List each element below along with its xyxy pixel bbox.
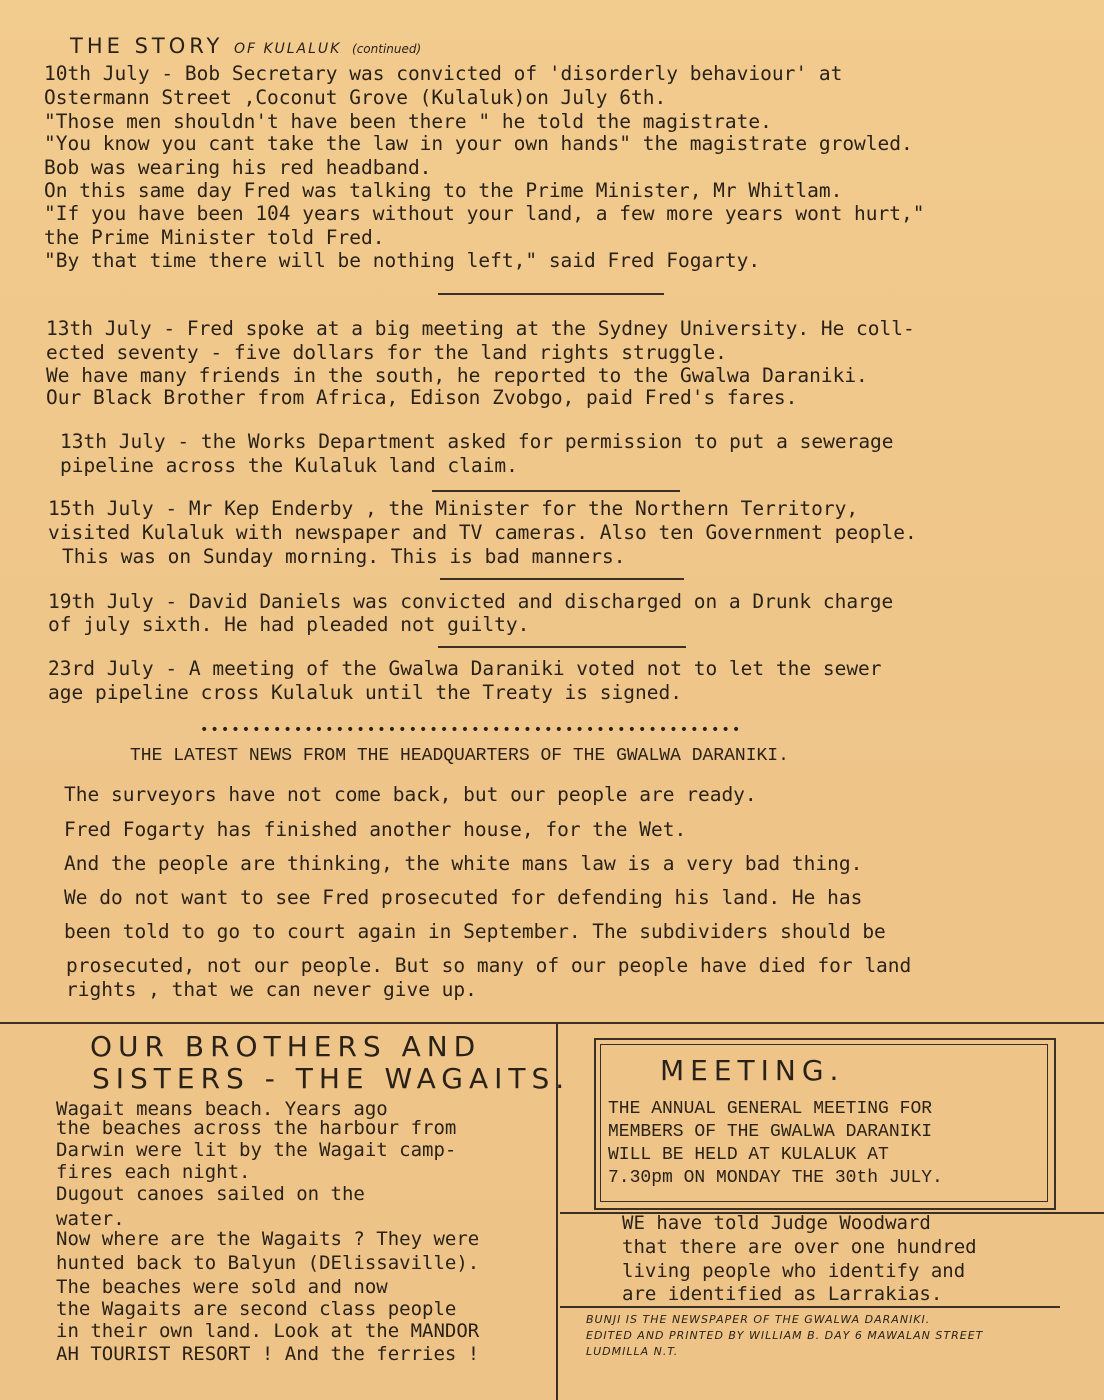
story-line: 19th July - David Daniels was convicted and discharged on a Drunk charge bbox=[48, 590, 894, 613]
imprint bbox=[586, 1312, 983, 1360]
story-line: 13th July - the Works Department asked for permission to put a sewerage bbox=[60, 430, 894, 453]
meeting-title: MEETING. bbox=[660, 1054, 845, 1087]
story-line: ected seventy - five dollars for the land rights struggle. bbox=[46, 341, 727, 364]
wagaits-line: the beaches across the harbour from bbox=[56, 1117, 457, 1139]
story-line: "If you have been 104 years without your land, a few more years wont hurt," bbox=[44, 202, 925, 225]
imprint-line: EDITED AND PRINTED BY WILLIAM B. DAY 6 MAWALAN STREET bbox=[586, 1329, 984, 1342]
imprint-separator bbox=[560, 1306, 1060, 1308]
story-line: pipeline across the Kulaluk land claim. bbox=[60, 454, 518, 477]
story-line: of july sixth. He had pleaded not guilty. bbox=[48, 613, 530, 636]
meeting-line: 7.30pm ON MONDAY THE 30th JULY. bbox=[608, 1168, 943, 1188]
wagaits-line: AH TOURIST RESORT ! And the ferries ! bbox=[56, 1343, 480, 1365]
woodward-line: that there are over one hundred bbox=[622, 1236, 977, 1258]
wagaits-line: Dugout canoes sailed on the bbox=[56, 1183, 365, 1205]
wagaits-line: hunted back to Balyun (DElissaville). bbox=[56, 1252, 480, 1274]
imprint-line: LUDMILLA N.T. bbox=[586, 1345, 679, 1358]
story-line: age pipeline cross Kulaluk until the Treaty is signed. bbox=[48, 681, 682, 704]
latest-line: The surveyors have not come back, but our people are ready. bbox=[64, 783, 757, 806]
story-line: "You know you cant take the law in your own hands" the magistrate growled. bbox=[44, 132, 913, 155]
wagaits-heading-2: SISTERS - THE WAGAITS. bbox=[92, 1062, 571, 1095]
woodward-line: living people who identify and bbox=[622, 1260, 966, 1282]
story-line: On this same day Fred was talking to the Prime Minister, Mr Whitlam. bbox=[44, 179, 843, 202]
story-line: Bob was wearing his red headband. bbox=[44, 156, 432, 179]
wagaits-line: in their own land. Look at the MANDOR bbox=[56, 1320, 480, 1342]
wagaits-line: Now where are the Wagaits ? They were bbox=[56, 1228, 480, 1250]
section-divider bbox=[0, 1022, 1104, 1024]
story-line: We have many friends in the south, he reported to the Gwalwa Daraniki. bbox=[46, 364, 868, 387]
story-line: 13th July - Fred spoke at a big meeting at the Sydney University. He coll- bbox=[46, 317, 915, 340]
latest-line: And the people are thinking, the white mans law is a very bad thing. bbox=[64, 852, 863, 875]
story-line: "Those men shouldn't have been there " he told the magistrate. bbox=[44, 110, 772, 133]
divider bbox=[438, 646, 686, 648]
woodward-line: WE have told Judge Woodward bbox=[622, 1212, 931, 1234]
wagaits-line: fires each night. bbox=[56, 1161, 251, 1183]
story-line: This was on Sunday morning. This is bad manners. bbox=[62, 545, 626, 568]
story-line: the Prime Minister told Fred. bbox=[44, 226, 385, 249]
title-main: THE STORY bbox=[70, 34, 224, 58]
story-line: 10th July - Bob Secretary was convicted of 'disorderly behaviour' at bbox=[44, 62, 843, 85]
story-line: visited Kulaluk with newspaper and TV cameras. Also ten Government people. bbox=[48, 521, 917, 544]
latest-line: been told to go to court again in September. The subdividers should be bbox=[64, 920, 886, 943]
woodward-line: are identified as Larrakias. bbox=[622, 1283, 943, 1305]
latest-line: We do not want to see Fred prosecuted for defending his land. He has bbox=[64, 886, 863, 909]
story-title bbox=[70, 34, 421, 58]
meeting-line: WILL BE HELD AT KULALUK AT bbox=[608, 1145, 889, 1165]
divider bbox=[440, 578, 684, 580]
divider bbox=[438, 293, 664, 295]
latest-line: prosecuted, not our people. But so many of our people have died for land bbox=[66, 954, 912, 977]
wagaits-line: Darwin were lit by the Wagait camp- bbox=[56, 1139, 457, 1161]
story-line: "By that time there will be nothing left," said Fred Fogarty. bbox=[44, 249, 761, 272]
title-of: OF KULALUK bbox=[234, 41, 342, 57]
wagaits-line: The beaches were sold and now bbox=[56, 1276, 388, 1298]
wagaits-line: Wagait means beach. Years ago bbox=[56, 1098, 388, 1120]
meeting-line: MEMBERS OF THE GWALWA DARANIKI bbox=[608, 1122, 933, 1142]
wagaits-heading-1: OUR BROTHERS AND bbox=[90, 1030, 482, 1063]
story-line: Our Black Brother from Africa, Edison Zvobgo, paid Fred's fares. bbox=[46, 386, 798, 409]
dotted-divider: •••••••••••••••••••••••••••••••••••••••••••••••••••• bbox=[200, 722, 743, 738]
divider bbox=[432, 490, 680, 492]
latest-news-heading: THE LATEST NEWS FROM THE HEADQUARTERS OF THE GWALWA DARANIKI. bbox=[130, 746, 789, 766]
meeting-line: THE ANNUAL GENERAL MEETING FOR bbox=[608, 1099, 933, 1119]
story-line: 23rd July - A meeting of the Gwalwa Daraniki voted not to let the sewer bbox=[48, 657, 882, 680]
story-line: 15th July - Mr Kep Enderby , the Minister for the Northern Territory, bbox=[48, 497, 859, 520]
story-line: Ostermann Street ,Coconut Grove (Kulaluk)on July 6th. bbox=[44, 86, 667, 109]
title-continued: (continued) bbox=[352, 42, 422, 56]
latest-line: Fred Fogarty has finished another house, for the Wet. bbox=[64, 818, 687, 841]
wagaits-line: the Wagaits are second class people bbox=[56, 1298, 457, 1320]
latest-line: rights , that we can never give up. bbox=[66, 978, 477, 1001]
imprint-line: BUNJI IS THE NEWSPAPER OF THE GWALWA DARANIKI. bbox=[586, 1313, 931, 1326]
wagaits-line: water. bbox=[56, 1208, 125, 1230]
